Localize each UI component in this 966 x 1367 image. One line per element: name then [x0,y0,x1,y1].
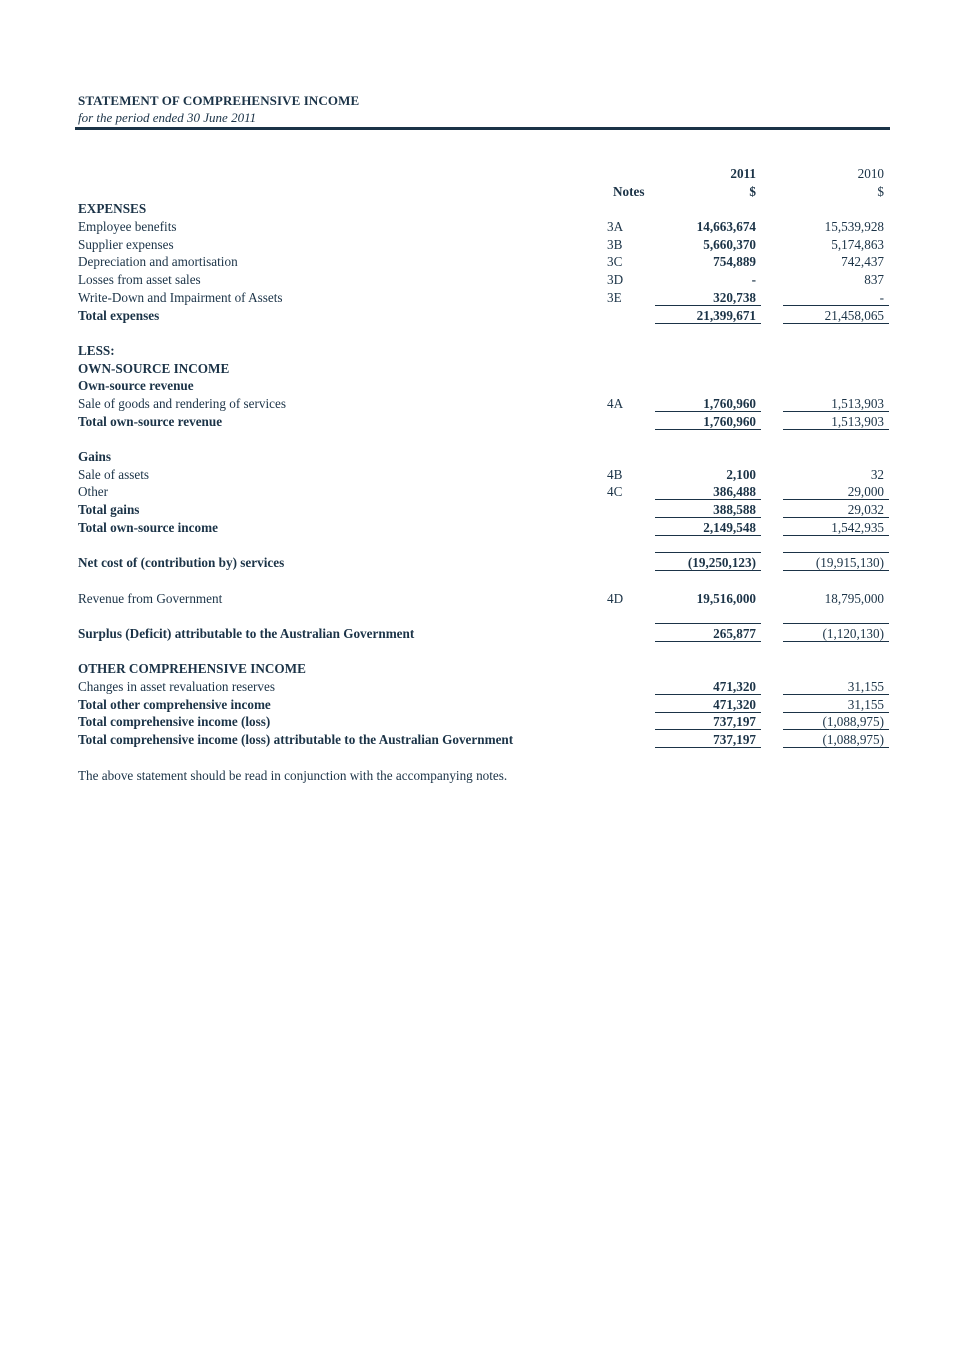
spacer-row [78,430,890,448]
underline [655,747,761,748]
row-prior-value: (1,088,975) [822,714,884,730]
row-label: Changes in asset revaluation reserves [78,678,276,694]
row-current-value: 19,516,000 [696,590,756,606]
row-current-value: - [751,272,756,288]
page-subtitle: for the period ended 30 June 2011 [78,110,257,125]
statement-row [78,395,890,413]
row-prior-value: 29,000 [847,484,884,500]
current-year-header: 2011 [730,166,756,181]
row-prior-value: 5,174,863 [831,236,884,252]
row-current-value: 14,663,674 [696,219,756,235]
row-label: Total own-source income [78,519,218,535]
statement-row [78,501,890,519]
row-label: Total comprehensive income (loss) attributable to the Australian Government [78,732,514,747]
row-label: Surplus (Deficit) attributable to the Australian Government [78,625,415,641]
row-label: Employee benefits [78,219,177,235]
row-note: 3A [607,219,624,235]
statement-row [78,590,890,608]
row-prior-value: 1,513,903 [831,413,884,429]
prior-year-header: 2010 [857,166,884,181]
row-label: Own-source revenue [78,378,194,394]
row-current-value: 265,877 [713,625,756,641]
statement-row [78,660,890,678]
row-current-value: 737,197 [713,732,756,747]
row-note: 3B [607,236,623,252]
statement-row [78,554,890,572]
row-label: Depreciation and amortisation [78,254,238,270]
statement-row [78,377,890,395]
row-note: 4C [607,484,623,500]
row-label: LESS: [78,342,115,358]
row-prior-value: 18,795,000 [824,590,884,606]
row-prior-value: (19,915,130) [815,555,884,571]
row-prior-value: 29,032 [847,502,884,518]
row-note: 3C [607,254,623,270]
row-label: Total comprehensive income (loss) [78,714,271,730]
statement-row [78,271,890,289]
row-current-value: 388,588 [713,502,756,518]
statement-row [78,625,890,643]
row-current-value: (19,250,123) [687,555,756,571]
statement-row [78,218,890,236]
row-current-value: 471,320 [713,678,756,694]
row-current-value: 2,100 [726,466,756,482]
row-current-value: 386,488 [713,484,756,500]
statement-row [78,236,890,254]
statement-header [78,93,890,126]
header-rule [75,127,890,130]
row-note: 3D [607,272,624,288]
current-currency-header: $ [749,183,756,199]
row-label: Losses from asset sales [78,272,201,288]
row-prior-value: 742,437 [841,254,884,270]
row-note: 4D [607,590,624,606]
row-label: Total gains [78,502,140,518]
spacer-row [78,607,890,625]
statement-row [78,483,890,501]
row-label: Net cost of (contribution by) services [78,555,285,571]
statement-row [78,466,890,484]
row-prior-value: 1,542,935 [831,519,884,535]
statement-row [78,678,890,696]
column-header-units [78,183,890,201]
row-prior-value: (1,120,130) [822,625,884,641]
statement-row [78,519,890,537]
spacer-row [78,572,890,590]
statement-row [78,731,890,749]
row-prior-value: 837 [864,272,884,288]
row-label: Other [78,484,109,500]
row-current-value: 1,760,960 [703,395,756,411]
row-current-value: 754,889 [713,254,756,270]
notes-header: Notes [613,183,645,199]
row-current-value: 5,660,370 [703,236,756,252]
row-label: Supplier expenses [78,236,174,252]
underline [783,747,889,748]
row-prior-value: 31,155 [847,696,884,712]
row-label: Total expenses [78,307,160,323]
row-current-value: 737,197 [713,714,756,730]
row-label: Revenue from Government [78,590,223,606]
row-note: 3E [607,289,622,305]
row-label: Gains [78,449,111,464]
footnote: The above statement should be read in conjunction with the accompanying notes. [78,768,508,783]
row-label: Total other comprehensive income [78,696,271,712]
row-prior-value: 1,513,903 [831,395,884,411]
row-label: OTHER COMPREHENSIVE INCOME [78,661,306,677]
statement-row [78,413,890,431]
column-header-years [78,165,890,183]
statement-row [78,360,890,378]
statement-row [78,448,890,466]
spacer-row [78,324,890,342]
statement-row [78,713,890,731]
prior-currency-header: $ [877,183,884,199]
row-current-value: 320,738 [713,289,756,305]
row-note: 4B [607,466,623,482]
row-label: Write-Down and Impairment of Assets [78,289,283,305]
statement-row [78,253,890,271]
statement-row [78,696,890,714]
row-current-value: 2,149,548 [703,519,756,535]
statement-row [78,307,890,325]
row-label: Sale of goods and rendering of services [78,395,287,411]
row-label: Total own-source revenue [78,413,223,429]
row-label: EXPENSES [78,201,147,217]
row-label: OWN-SOURCE INCOME [78,360,230,376]
row-prior-value: 32 [870,466,884,482]
row-current-value: 471,320 [713,696,756,712]
spacer-row [78,536,890,554]
row-prior-value: 21,458,065 [824,307,884,323]
spacer-row [78,643,890,661]
statement-table [78,165,890,749]
row-current-value: 21,399,671 [696,307,756,323]
row-prior-value: - [879,289,884,305]
statement-row [78,200,890,218]
statement-row [78,342,890,360]
row-prior-value: (1,088,975) [822,732,884,747]
row-prior-value: 15,539,928 [824,219,884,235]
page-title: STATEMENT OF COMPREHENSIVE INCOME [78,93,360,108]
row-current-value: 1,760,960 [703,413,756,429]
row-label: Sale of assets [78,466,150,482]
statement-row [78,289,890,307]
row-note: 4A [607,395,624,411]
row-prior-value: 31,155 [847,678,884,694]
